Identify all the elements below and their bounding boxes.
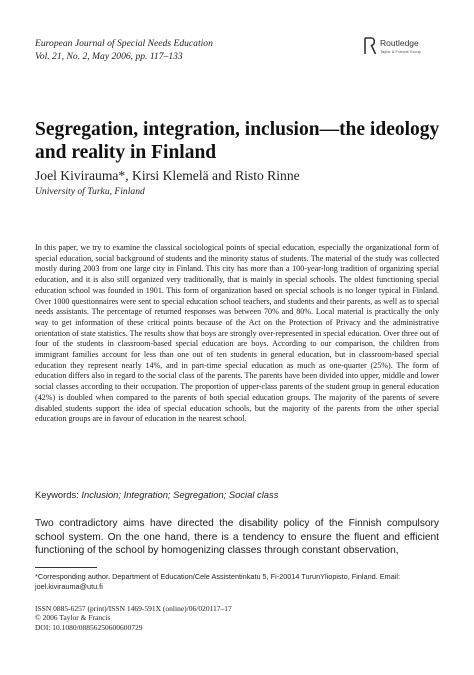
publisher-name: Routledge (380, 38, 419, 48)
footnote-divider (35, 567, 97, 568)
doi-line: DOI: 10.1080/08856250600600729 (35, 622, 143, 632)
copyright-line: © 2006 Taylor & Francis (35, 613, 111, 623)
routledge-logo-icon (363, 37, 377, 55)
keywords-label: Keywords: (35, 489, 79, 500)
journal-name: European Journal of Special Needs Education (35, 38, 213, 49)
corresponding-author-footnote: *Corresponding author. Department of Education/Cele Assistentinkatu 5, Fi-20014 TurunYliopisto, Finland. Email: joel.kivirauma@utu.fi (35, 572, 401, 591)
journal-issue: Vol. 21, No. 2, May 2006, pp. 117–133 (35, 51, 183, 62)
keywords-line (35, 489, 278, 500)
article-title: Segregation, integration, inclusion—the ideology and reality in Finland (35, 119, 440, 163)
article-authors: Joel Kivirauma*, Kirsi Klemelä and Risto Rinne (35, 168, 300, 183)
publisher-subname: Taylor & Francis Group (380, 49, 421, 54)
journal-header (35, 37, 213, 63)
author-affiliation: University of Turku, Finland (35, 186, 145, 197)
publisher-logo (363, 36, 443, 58)
body-text: Two contradictory aims have directed the disability policy of the Finnish compulsory school system. On the one hand, there is a tendency to ensure the fluent and efficient functioning of the school by homogenizing classes through constant observation, (35, 518, 439, 557)
abstract-text: In this paper, we try to examine the classical sociological points of special education, especially the organizational form of special education, social background of students and the minority status of students. The material of the study was collected mostly during 2003 from one large city in Finland. This city has more than a 100-year-long tradition of organizing special education, and it is also still organized very traditionally, that is mainly in special schools. The oldest functioning special education school was founded in 1901. This form of organization based on special schools is no longer typical in Finland. Over 1000 questionnaires were sent to special education school teachers, and students and their parents, as well as to special needs assistants. The percentage of returned responses was between 70% and 80%. Local material is practically the only way to get information of these critical points because of the Act on the Protection of Privacy and the administrative orientation of state statistics. The results show that boys are strongly over-represented in special education. Over three out of four of the students in classroom-based special education are boys. According to our comparison, the children from immigrant families account for less than one out of ten students in general education, but in classroom-based special education they represent nearly 14%, and in part-time special education as much as one-quarter (25%). The form of education differs also in regard to the social class of the parents. The parents have been divided into upper, middle and lower social classes according to their occupation. The proportion of upper-class parents of the student group in general education (42%) is doubled when compared to the parents of both special education groups. The majority of the parents of severe disabled students support the idea of special education schools, but the majority of the parents from the other special education groups are in favour of education in the nearest school. (35, 243, 439, 424)
keywords-values: Inclusion; Integration; Segregation; Social class (81, 489, 279, 500)
issn-line: ISSN 0885-6257 (print)/ISSN 1469-591X (online)/06/020117–17 (35, 604, 232, 613)
publication-info (35, 604, 232, 632)
